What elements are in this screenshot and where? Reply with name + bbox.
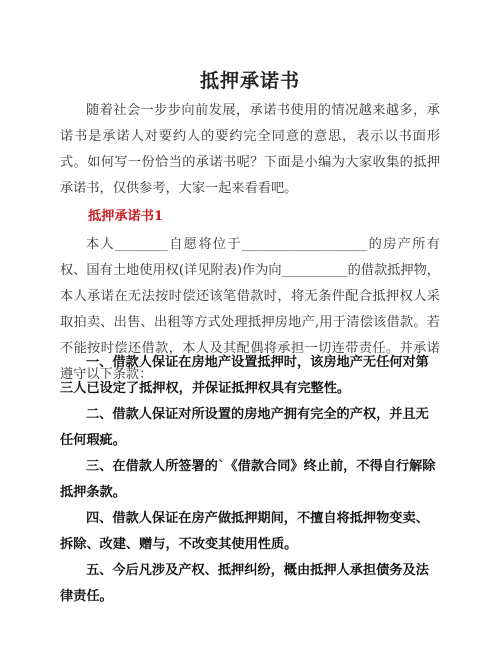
intro-paragraph: 随着社会一步步向前发展，承诺书使用的情况越来越多，承诺书是承诺人对要约人的要约完全同意的意思，表示以书面形式。如何写一份恰当的承诺书呢？下面是小编为大家收集的抵押承诺书，仅供参考，大家一起来看看吧。 [60,103,440,196]
page-title: 抵押承诺书 [199,70,300,92]
clause-3: 三、在借款人所签署的`《借款合同》终止前，不得自行解除抵押条款。 [60,459,436,500]
clause-1: 一、借款人保证在房地产设置抵押时，该房地产无任何对第三人已设定了抵押权，并保证抵押权具有完整性。 [60,355,429,396]
section-title: 抵押承诺书1 [88,209,164,224]
clause-2: 二、借款人保证对所设置的房地产拥有完全的产权，并且无任何瑕疵。 [60,407,429,448]
clause-5: 五、今后凡涉及产权、抵押纠纷，概由抵押人承担债务及法律责任。 [60,563,429,604]
body-paragraph: 本人________自愿将位于___________________的房产所有权、国有土地使用权(详见附表)作为向__________的借款抵押物，本人承诺在无法按时偿还该笔借款时，将无条件配合抵押权人采取拍卖、出售、出租等方式处理抵押房地产,用于清偿该借款。若不能按时偿还借款，本人及其配偶将承担一切连带责任。并承诺遵守以下条款： [60,237,440,382]
clause-4: 四、借款人保证在房产做抵押期间，不擅自将抵押物变卖、拆除、改建、赠与，不改变其使用性质。 [60,511,429,552]
